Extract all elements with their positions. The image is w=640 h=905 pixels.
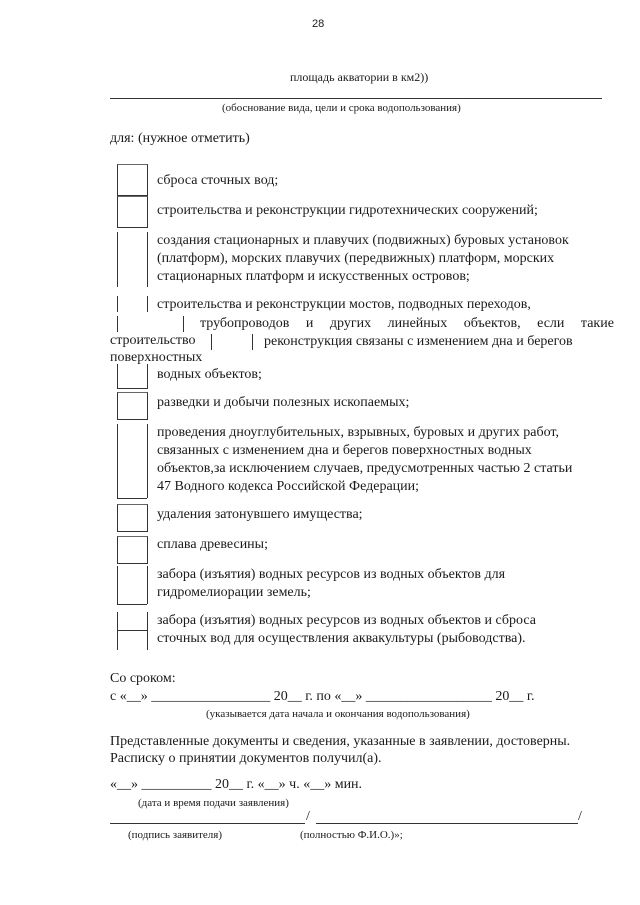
- basis-underline: [110, 98, 602, 99]
- item-4-word: объектов,: [463, 316, 521, 331]
- checkbox-item-9-right[interactable]: [147, 566, 148, 604]
- item-4-line-2: [200, 316, 614, 332]
- item-3-line-3: стационарных платформ и искусственных островов;: [157, 269, 470, 284]
- item-9-line-1: забора (изъятия) водных ресурсов из водных объектов для: [157, 567, 506, 582]
- checkbox-item-10-mid: [117, 630, 147, 631]
- page-number: 28: [312, 18, 325, 30]
- checkbox-item-7[interactable]: [117, 504, 148, 532]
- item-3-line-1: создания стационарных и плавучих (подвижных) буровых установок: [157, 233, 569, 248]
- checkbox-item-6-left[interactable]: [117, 424, 118, 498]
- item-10-line-1: забора (изъятия) водных ресурсов из водных объектов и сброса: [157, 613, 536, 628]
- item-4-word: такие: [580, 316, 614, 331]
- item-1-text: сброса сточных вод;: [157, 173, 279, 188]
- item-10-line-2: сточных вод для осуществления аквакультуры (рыбоводства).: [157, 631, 526, 646]
- checkbox-item-9-left[interactable]: [117, 566, 118, 604]
- item-2-text: строительства и реконструкции гидротехнических сооружений;: [157, 203, 538, 218]
- item-4-bar-b: [183, 316, 184, 332]
- item-9-line-2: гидромелиорации земель;: [157, 585, 311, 600]
- for-label: для: (нужное отметить): [110, 131, 250, 146]
- header-line: площадь акватории в км2)): [290, 70, 429, 84]
- item-8-text: сплава древесины;: [157, 537, 268, 552]
- item-4-word: и: [305, 316, 314, 331]
- item-4-line-4: водных объектов;: [157, 367, 262, 382]
- item-4-word: других: [329, 316, 372, 331]
- checkbox-item-6-right[interactable]: [147, 424, 148, 498]
- checkbox-item-4-left[interactable]: [117, 296, 118, 312]
- fio-caption: (полностью Ф.И.О.)»;: [300, 829, 403, 841]
- checkbox-item-6-bottom: [117, 498, 147, 499]
- item-4-line-3b: реконструкция связаны с изменением дна и берегов поверхностных: [110, 334, 573, 365]
- signature-caption: (подпись заявителя): [128, 829, 223, 841]
- checkbox-item-10-left[interactable]: [117, 612, 118, 650]
- datetime-line[interactable]: «__» __________ 20__ г. «__» ч. «__» мин.: [110, 777, 363, 792]
- item-4-word: если: [537, 316, 565, 331]
- checkbox-item-10-right[interactable]: [147, 612, 148, 650]
- item-4-word: линейных: [387, 316, 448, 331]
- checkbox-item-4-right[interactable]: [147, 296, 148, 312]
- datetime-caption: (дата и время подачи заявления): [138, 797, 289, 809]
- confirm-line-1: Представленные документы и сведения, указанные в заявлении, достоверны.: [110, 734, 571, 749]
- signature-underline[interactable]: [110, 823, 305, 824]
- checkbox-item-3-right[interactable]: [147, 232, 148, 287]
- item-6-line-1: проведения дноуглубительных, взрывных, буровых и других работ,: [157, 425, 559, 440]
- item-6-line-4: 47 Водного кодекса Российской Федерации;: [157, 479, 420, 494]
- term-caption: (указывается дата начала и окончания водопользования): [206, 708, 470, 720]
- checkbox-item-3-left[interactable]: [117, 232, 118, 287]
- item-6-line-2: связанных с изменением дна и берегов поверхностных водных: [157, 443, 532, 458]
- signature-slash-2: /: [578, 809, 582, 824]
- fio-underline[interactable]: [316, 823, 578, 824]
- checkbox-item-4-bottom[interactable]: [117, 364, 148, 389]
- term-label: Со сроком:: [110, 671, 176, 686]
- item-4-line-3a: строительство: [110, 333, 196, 348]
- item-4-bar-a: [117, 316, 118, 332]
- item-4-line-1: строительства и реконструкции мостов, подводных переходов,: [157, 297, 531, 312]
- confirm-line-2: Расписку о принятии документов получил(а).: [110, 751, 382, 766]
- term-line[interactable]: с «__» _________________ 20__ г. по «__» __________________ 20__ г.: [110, 689, 535, 704]
- caption-basis: (обоснование вида, цели и срока водопользования): [222, 102, 461, 114]
- item-7-text: удаления затонувшего имущества;: [157, 507, 363, 522]
- item-3-line-2: (платформ), морских плавучих (передвижных) платформ, морских: [157, 251, 555, 266]
- checkbox-item-2[interactable]: [117, 196, 148, 228]
- checkbox-item-9-bottom: [117, 604, 147, 605]
- checkbox-item-8[interactable]: [117, 536, 148, 564]
- checkbox-item-5[interactable]: [117, 392, 148, 420]
- signature-slash-1: /: [306, 809, 310, 824]
- item-6-line-3: объектов,за исключением случаев, предусмотренных частью 2 статьи: [157, 461, 573, 476]
- item-5-text: разведки и добычи полезных ископаемых;: [157, 395, 410, 410]
- checkbox-item-1[interactable]: [117, 164, 148, 196]
- item-4-word: трубопроводов: [200, 316, 290, 331]
